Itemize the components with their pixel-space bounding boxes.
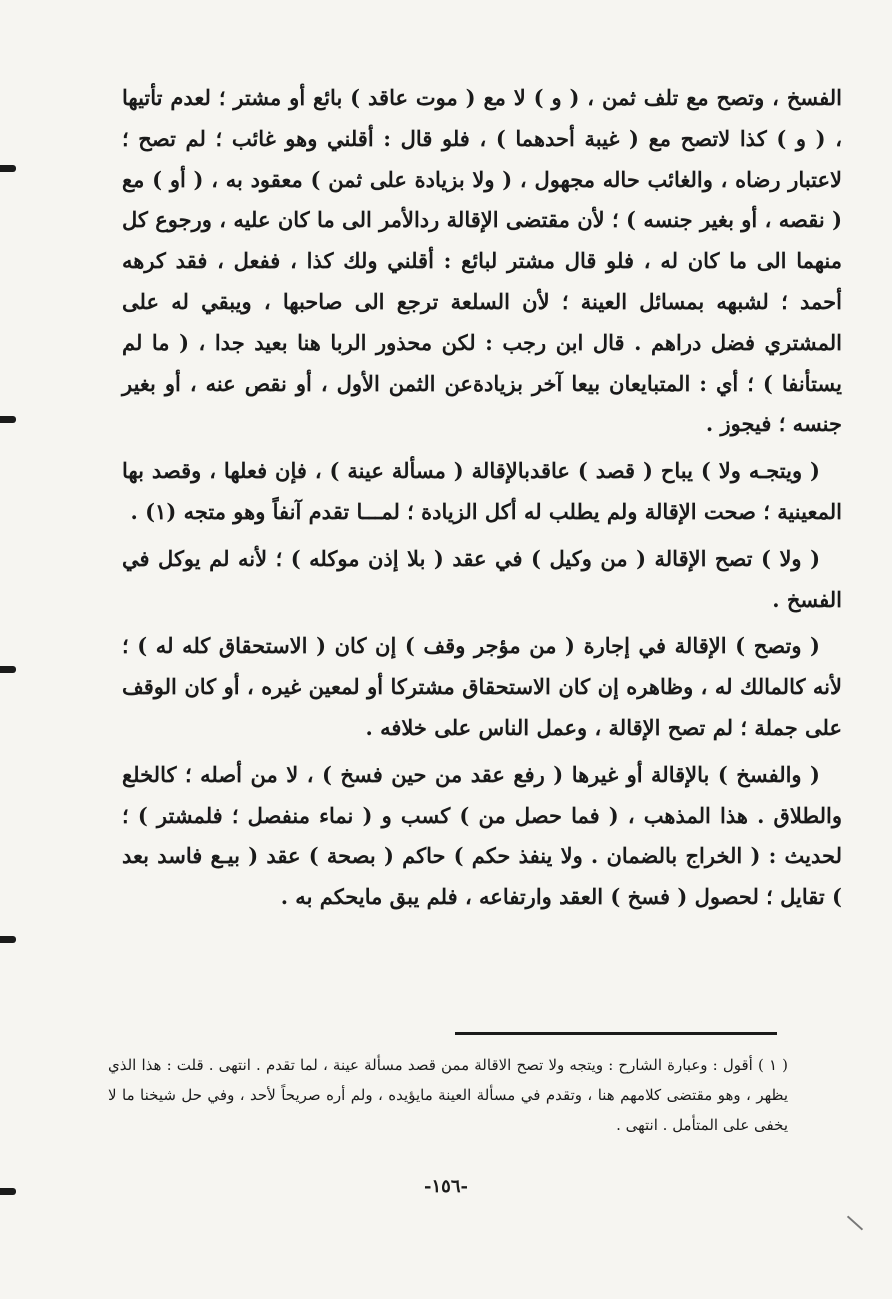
paragraph: ( ولا ) تصح الإقالة ( من وكيل ) في عقد ( بلا إذن موكله ) ؛ لأنه لم يوكل في الفسخ .	[122, 545, 842, 612]
paragraph: الفسخ ، وتصح مع تلف ثمن ، ( و ) لا مع ( موت عاقد ) بائع أو مشتر ؛ لعدم تأتيها ، ( و ) كذا لاتصح مع ( غيبة أحدهما ) ، فلو قال : أقلني وهو غائب ؛ لم تصح ؛ لاعتبار رضاه ، والغائب حاله مجهول ، ( ولا بزيادة على ثمن ) معقود به ، ( أو ) مع ( نقصه ، أو بغير جنسه ) ؛ لأن مقتضى الإقالة ردالأمر الى ما كان عليه ، ورجوع كل منهما الى ما كان له ، فلو قال مشتر لبائع : أقلني ولك كذا ، ففعل ، فقد كرهه أحمد ؛ لشبهه بمسائل العينة ؛ لأن السلعة ترجع الى صاحبها ، ويبقي له على المشتري فضل دراهم . قال ابن رجب : لكن محذور الربا هنا بعيد جدا ، ( ما لم يستأنفا ) ؛ أي : المتبايعان بيعا آخر بزيادةعن الثمن الأول ، أو نقص عنه ، أو بغير جنسه ؛ فيجوز .	[122, 85, 842, 437]
binding-mark	[0, 416, 16, 423]
footnote: ( ١ ) أقول : وعبارة الشارح : ويتجه ولا تصح الاقالة ممن قصد مسألة عينة ، لما تقدم . انتهى . قلت : هذا الذي يظهر ، وهو مقتضى كلامهم هنا ، وتقدم في مسألة العينة مايؤيده ، ولم أره صريحاً لأحد ، وفي حل شيخنا ما لا يخفى على المتأمل . انتهى .	[108, 1056, 788, 1134]
paragraph: ( ويتجـه ولا ) يباح ( قصد ) عاقدبالإقالة ( مسألة عينة ) ، فإن فعلها ، وقصد بها المعينية ؛ صحت الإقالة ولم يطلب له أكل الزيادة ؛ لمـــا تقدم آنفاً وهو متجه (١) .	[122, 458, 842, 524]
page-number: -١٥٦-	[424, 1176, 468, 1197]
paragraph: ( وتصح ) الإقالة في إجارة ( من مؤجر وقف ) إن كان ( الاستحقاق كله له ) ؛ لأنه كالمالك له ، وظاهره إن كان الاستحقاق مشتركا أو لمعين غيره ، أو كان الوقف على جملة ؛ لم تصح الإقالة ، وعمل الناس على خلافه .	[122, 633, 842, 740]
binding-mark	[0, 1188, 16, 1195]
binding-mark	[0, 666, 16, 673]
binding-mark	[0, 936, 16, 943]
paragraph: ( والفسخ ) بالإقالة أو غيرها ( رفع عقد من حين فسخ ) ، لا من أصله ؛ كالخلع والطلاق . هذا المذهب ، ( فما حصل من ) كسب و ( نماء منفصل ؛ فلمشتر ) ؛ لحديث : ( الخراج بالضمان . ولا ينفذ حكم ) حاكم ( بصحة ) عقد ( بيـع فاسد بعد ) تقايل ؛ لحصول ( فسخ ) العقد وارتفاعه ، فلم يبق مايحكم به .	[122, 761, 842, 910]
footnotes	[108, 1050, 788, 1140]
main-text	[122, 78, 842, 924]
binding-mark	[0, 165, 16, 172]
footnote-separator	[455, 1032, 777, 1035]
scan-mark	[847, 1216, 863, 1231]
